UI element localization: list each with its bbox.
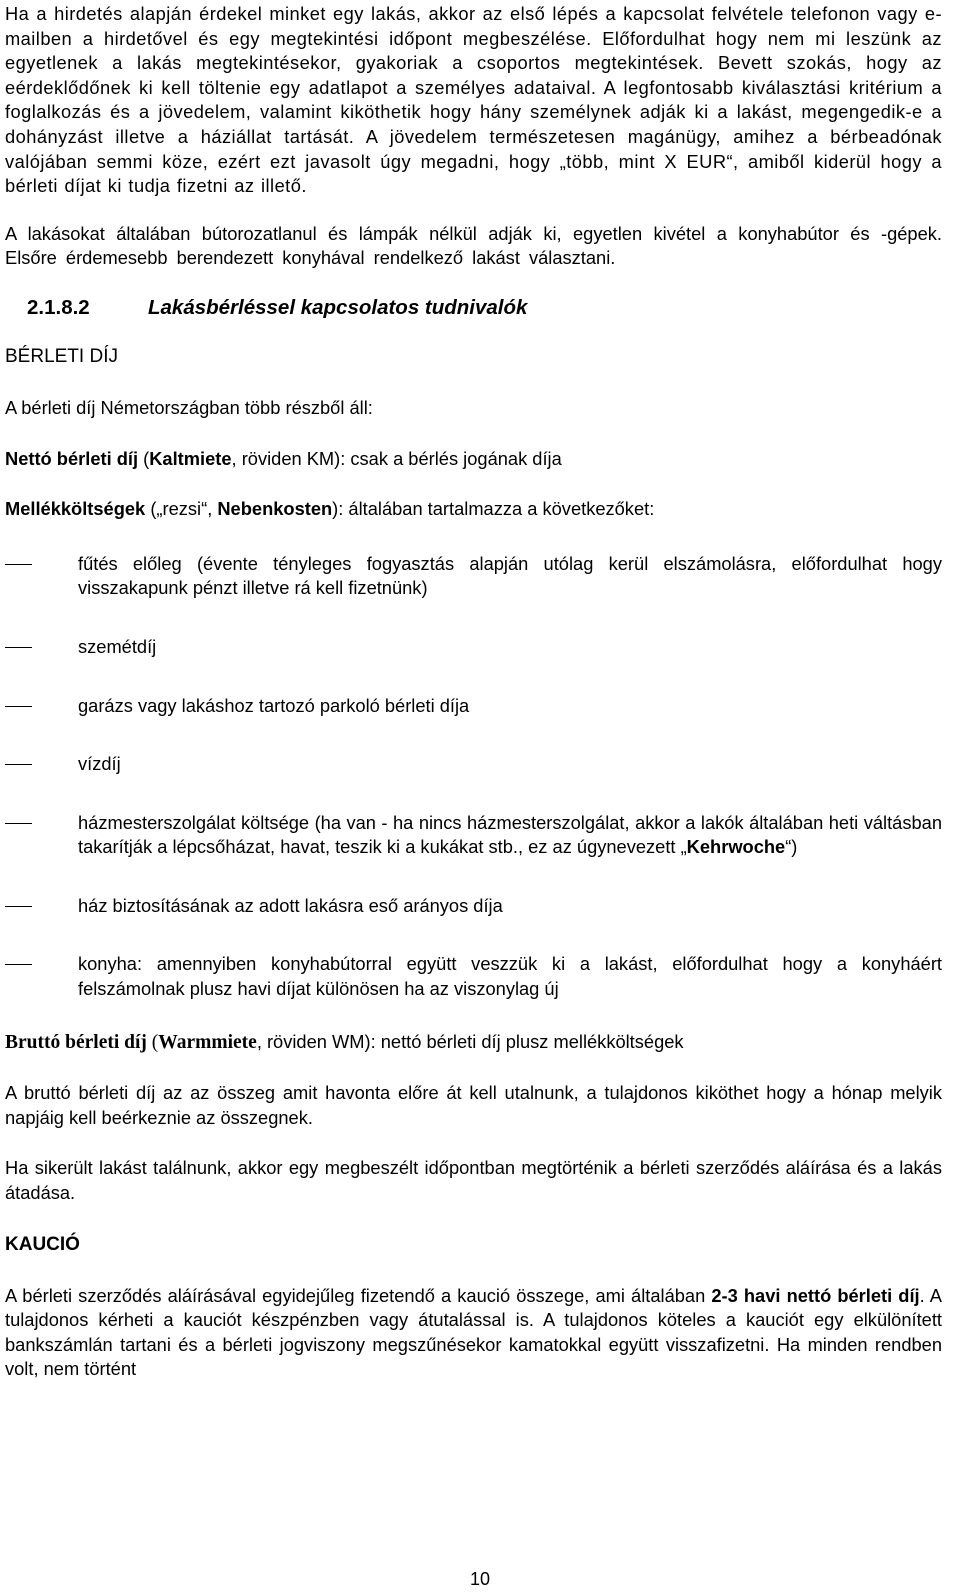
list-item-text: garázs vagy lakáshoz tartozó parkoló bérleti díja (78, 694, 470, 716)
brutto-term: Warmmiete (158, 1031, 257, 1053)
dash-bullet (5, 823, 32, 824)
page-number: 10 (469, 1569, 491, 1589)
mellekkoltsegek-line (5, 497, 942, 522)
list-item (5, 635, 942, 660)
section-heading (5, 295, 942, 321)
intro-text-b: A legfontosabb kiválasztási kritérium a foglalkozás és a jövedelem, valamint kiköthetik hogy hány személynek adják ki a lakást, megengedik-e a dohányzást illetve a háziállat tartását. (5, 76, 942, 147)
list-item-text: fűtés előleg (évente tényleges fogyasztás alapján utólag kerül elszámolásra, előfordulhat hogy visszakapunk pénzt illetve rá kell fizetnünk) (78, 552, 942, 599)
list-item-text-b: “) (785, 836, 798, 858)
mellek-open: („ (145, 498, 163, 520)
list-item-text: szemétdíj (78, 635, 157, 657)
list-item-term: Kehrwoche (686, 836, 786, 858)
brutto-rest: , röviden WM): nettó bérleti díj plusz mellékköltségek (256, 1030, 684, 1052)
netto-open: ( (138, 447, 150, 469)
list-item (5, 894, 942, 919)
berleti-dij-intro: A bérleti díj Németországban több részből áll: (5, 396, 373, 418)
mellek-label: Mellékköltségek (5, 498, 146, 520)
list-item (5, 694, 942, 719)
section-title: Lakásbérléssel kapcsolatos tudnivalók (148, 295, 528, 319)
heading-kaucio: KAUCIÓ (5, 1233, 80, 1255)
mellek-rest: ): általában tartalmazza a következőket: (332, 498, 655, 520)
dash-bullet (5, 964, 32, 965)
mellek-rezsi: rezsi (162, 498, 202, 520)
netto-label: Nettó bérleti díj (5, 447, 139, 469)
brutto-label: Bruttó bérleti díj (5, 1031, 147, 1053)
kaucio-text-a: A bérleti szerződés aláírásával egyidejűleg fizetendő a kaució összege, ami általában (5, 1284, 712, 1306)
brutto-open: ( (146, 1031, 159, 1053)
dash-bullet (5, 564, 32, 565)
brutto-paragraph: A bruttó bérleti díj az az összeg amit havonta előre át kell utalnunk, a tulajdonos kiköthet hogy a hónap melyik napjáig kell beérkeznie az összegnek. (5, 1082, 942, 1128)
list-item (5, 811, 942, 860)
mellekkoltsegek-list (5, 552, 942, 1002)
dash-bullet (5, 647, 32, 648)
netto-term: Kaltmiete (149, 447, 232, 469)
list-item (5, 552, 942, 601)
dash-bullet (5, 706, 32, 707)
intro-text-c: A jövedelem természetesen magánügy, amihez a bérbeadónak valójában semmi köze, ezért ezt javasolt úgy megadni, hogy „több, mint X EUR“, amiből kiderül hogy a bérleti díjat ki tudja fizetni az illető. (5, 125, 942, 197)
intro-paragraph-2: A lakásokat általában bútorozatlanul és lámpák nélkül adják ki, egyetlen kivétel a konyhabútor és -gépek. Elsőre érdemesebb berendezett konyhával rendelkező lakást választani. (5, 222, 942, 269)
list-item (5, 952, 942, 1001)
intro-paragraph-1 (5, 2, 942, 199)
list-item-text: konyha: amennyiben konyhabútorral együtt veszzük ki a lakást, előfordulhat hogy a konyháért felszámolnak plusz havi díjat különösen ha az viszonylag új (78, 953, 942, 1000)
list-item (5, 752, 942, 777)
kaucio-text-b: . A tulajdonos kérheti a kauciót készpénzben vagy átutalással is. A tulajdonos köteles a kauciót egy elkülönített bankszámlán tartani és a bérleti jogviszony megszűnésekor kamatokkal együtt visszafizetni. Ha minden rendben volt, nem történt (5, 1284, 943, 1380)
netto-rest: , röviden KM): csak a bérlés jogának díja (231, 447, 562, 469)
heading-berleti-dij: BÉRLETI DÍJ (5, 345, 118, 367)
list-item-text: ház biztosításának az adott lakásra eső arányos díja (78, 894, 503, 916)
kaucio-amount: 2-3 havi nettó bérleti díj (711, 1284, 920, 1306)
brutto-berleti-dij-line (5, 1030, 942, 1056)
intro-text-a: Ha a hirdetés alapján érdekel minket egy lakás, akkor az első lépés a kapcsolat felvétele telefonon vagy e-mailben a hirdetővel és egy megtekintési időpont megbeszélése. Előfordulhat hogy nem mi leszünk az egyetlenek a lakás megtekintésekor, gyakoriak a csoportos megtekintések. Bevett szokás, hogy az eérdeklődőnek ki kell töltenie egy adatlapot a személyes adataival. (5, 3, 942, 98)
dash-bullet (5, 906, 32, 907)
list-item-text: vízdíj (78, 753, 121, 775)
szerzodes-paragraph: Ha sikerült lakást találnunk, akkor egy megbeszélt időpontban megtörténik a bérleti szerződés aláírása és a lakás átadása. (5, 1157, 942, 1204)
dash-bullet (5, 764, 32, 765)
mellek-term: Nebenkosten (217, 498, 333, 520)
netto-berleti-dij-line (5, 447, 942, 472)
mellek-mid: “, (201, 498, 218, 520)
section-number: 2.1.8.2 (27, 295, 90, 319)
list-item-text-a: házmesterszolgálat költsége (ha van - ha nincs házmesterszolgálat, akkor a lakók általában heti váltásban takarítják a lépcsőházat, havat, teszik ki a kukákat stb., ez az úgynevezett „ (78, 811, 942, 858)
document-page (5, 2, 942, 1382)
kaucio-paragraph (5, 1284, 942, 1382)
